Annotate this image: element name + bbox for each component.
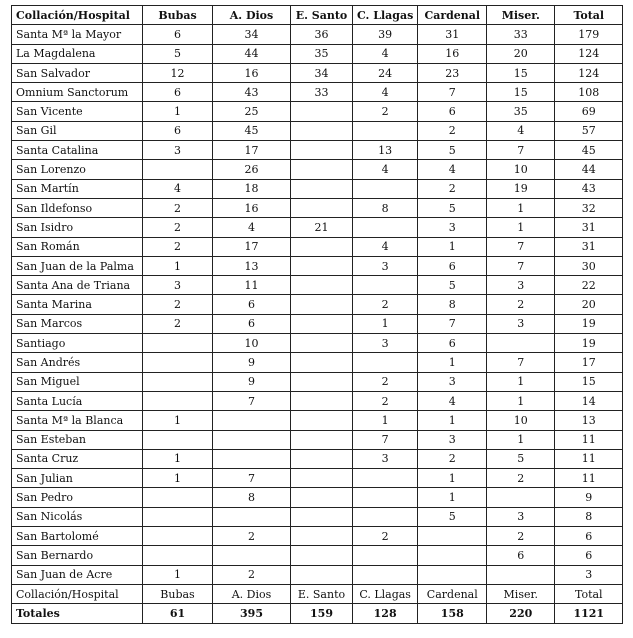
table-row	[12, 507, 623, 526]
cell-total: 179	[555, 25, 623, 44]
cell-bubas	[143, 334, 213, 353]
total-bubas: 61	[143, 604, 213, 623]
cell-e-santo	[291, 391, 353, 410]
cell-miser: 1	[487, 430, 555, 449]
cell-cardenal	[418, 565, 487, 584]
cell-a-dios: 6	[213, 314, 291, 333]
cell-cardenal	[418, 546, 487, 565]
cell-bubas	[143, 353, 213, 372]
cell-total: 108	[555, 83, 623, 102]
cell-c-llagas	[353, 565, 418, 584]
cell-total: 69	[555, 102, 623, 121]
cell-e-santo	[291, 488, 353, 507]
cell-miser: 1	[487, 391, 555, 410]
cell-bubas: 6	[143, 121, 213, 140]
cell-a-dios: 13	[213, 256, 291, 275]
cell-miser: 19	[487, 179, 555, 198]
cell-miser	[487, 488, 555, 507]
cell-bubas: 12	[143, 63, 213, 82]
row-label: San Salvador	[12, 63, 143, 82]
cell-a-dios: 25	[213, 102, 291, 121]
cell-total: 22	[555, 276, 623, 295]
row-label: Santa Mª la Mayor	[12, 25, 143, 44]
column-header-c-llagas: C. Llagas	[353, 6, 418, 25]
cell-a-dios: 7	[213, 469, 291, 488]
cell-cardenal: 6	[418, 256, 487, 275]
cell-miser: 20	[487, 44, 555, 63]
cell-c-llagas	[353, 179, 418, 198]
cell-bubas: 2	[143, 218, 213, 237]
cell-e-santo	[291, 430, 353, 449]
cell-total: 19	[555, 314, 623, 333]
cell-bubas: 2	[143, 198, 213, 217]
cell-miser: 3	[487, 276, 555, 295]
cell-total: 31	[555, 237, 623, 256]
cell-e-santo	[291, 121, 353, 140]
cell-c-llagas: 4	[353, 44, 418, 63]
cell-e-santo	[291, 141, 353, 160]
cell-bubas: 4	[143, 179, 213, 198]
cell-cardenal: 6	[418, 334, 487, 353]
cell-cardenal: 6	[418, 102, 487, 121]
cell-c-llagas: 3	[353, 334, 418, 353]
row-label: San Julian	[12, 469, 143, 488]
cell-e-santo	[291, 102, 353, 121]
cell-a-dios: 4	[213, 218, 291, 237]
cell-c-llagas: 2	[353, 527, 418, 546]
cell-cardenal: 16	[418, 44, 487, 63]
cell-e-santo	[291, 372, 353, 391]
cell-cardenal: 23	[418, 63, 487, 82]
cell-miser: 7	[487, 141, 555, 160]
footer-label-c-llagas: C. Llagas	[353, 584, 418, 603]
total-c-llagas: 128	[353, 604, 418, 623]
cell-c-llagas: 2	[353, 391, 418, 410]
cell-e-santo	[291, 314, 353, 333]
row-label: San Gil	[12, 121, 143, 140]
cell-c-llagas: 39	[353, 25, 418, 44]
cell-a-dios	[213, 449, 291, 468]
cell-e-santo	[291, 507, 353, 526]
cell-miser	[487, 334, 555, 353]
cell-cardenal: 5	[418, 141, 487, 160]
cell-miser: 3	[487, 314, 555, 333]
cell-e-santo: 33	[291, 83, 353, 102]
cell-a-dios: 45	[213, 121, 291, 140]
cell-miser: 10	[487, 160, 555, 179]
table-row	[12, 488, 623, 507]
row-label: San Román	[12, 237, 143, 256]
cell-c-llagas	[353, 276, 418, 295]
cell-a-dios: 16	[213, 63, 291, 82]
cell-c-llagas	[353, 507, 418, 526]
cell-bubas: 1	[143, 469, 213, 488]
row-label: San Bartolomé	[12, 527, 143, 546]
cell-c-llagas: 2	[353, 102, 418, 121]
cell-miser: 33	[487, 25, 555, 44]
cell-bubas	[143, 391, 213, 410]
row-label: Santa Cruz	[12, 449, 143, 468]
totals-row	[12, 604, 623, 623]
cell-e-santo: 34	[291, 63, 353, 82]
cell-e-santo	[291, 527, 353, 546]
column-header-a-dios: A. Dios	[213, 6, 291, 25]
cell-c-llagas: 4	[353, 83, 418, 102]
cell-a-dios: 8	[213, 488, 291, 507]
table-row	[12, 141, 623, 160]
table-row	[12, 63, 623, 82]
cell-cardenal	[418, 527, 487, 546]
cell-total: 8	[555, 507, 623, 526]
cell-miser: 7	[487, 353, 555, 372]
table-row	[12, 430, 623, 449]
cell-total: 15	[555, 372, 623, 391]
cell-bubas: 5	[143, 44, 213, 63]
cell-bubas: 6	[143, 83, 213, 102]
cell-miser: 15	[487, 83, 555, 102]
cell-a-dios: 9	[213, 353, 291, 372]
cell-a-dios: 6	[213, 295, 291, 314]
table-row	[12, 198, 623, 217]
cell-miser: 4	[487, 121, 555, 140]
row-label: Santa Mª la Blanca	[12, 411, 143, 430]
cell-cardenal: 5	[418, 507, 487, 526]
row-label: San Vicente	[12, 102, 143, 121]
footer-label-miser: Miser.	[487, 584, 555, 603]
cell-a-dios: 44	[213, 44, 291, 63]
cell-e-santo	[291, 334, 353, 353]
column-header-total: Total	[555, 6, 623, 25]
row-label: San Juan de Acre	[12, 565, 143, 584]
cell-a-dios: 11	[213, 276, 291, 295]
table-row	[12, 295, 623, 314]
cell-total: 11	[555, 430, 623, 449]
cell-cardenal: 2	[418, 121, 487, 140]
cell-cardenal: 3	[418, 430, 487, 449]
cell-c-llagas: 24	[353, 63, 418, 82]
cell-miser: 35	[487, 102, 555, 121]
cell-miser: 3	[487, 507, 555, 526]
footer-label-bubas: Bubas	[143, 584, 213, 603]
cell-c-llagas	[353, 218, 418, 237]
cell-e-santo	[291, 469, 353, 488]
table-body	[12, 25, 623, 585]
cell-miser: 2	[487, 527, 555, 546]
cell-cardenal: 7	[418, 314, 487, 333]
cell-c-llagas: 3	[353, 256, 418, 275]
table-row	[12, 83, 623, 102]
cell-bubas: 1	[143, 411, 213, 430]
cell-bubas: 2	[143, 314, 213, 333]
total-a-dios: 395	[213, 604, 291, 623]
cell-bubas: 2	[143, 237, 213, 256]
cell-c-llagas: 8	[353, 198, 418, 217]
cell-miser: 1	[487, 198, 555, 217]
row-label: San Esteban	[12, 430, 143, 449]
cell-total: 19	[555, 334, 623, 353]
cell-cardenal: 1	[418, 353, 487, 372]
row-label: Omnium Sanctorum	[12, 83, 143, 102]
cell-total: 45	[555, 141, 623, 160]
cell-a-dios	[213, 546, 291, 565]
cell-c-llagas	[353, 546, 418, 565]
cell-a-dios: 2	[213, 565, 291, 584]
cell-e-santo	[291, 198, 353, 217]
cell-bubas: 6	[143, 25, 213, 44]
cell-a-dios: 43	[213, 83, 291, 102]
cell-total: 124	[555, 44, 623, 63]
row-label: San Martín	[12, 179, 143, 198]
cell-cardenal: 3	[418, 372, 487, 391]
cell-e-santo	[291, 565, 353, 584]
cell-e-santo	[291, 256, 353, 275]
cell-a-dios	[213, 507, 291, 526]
cell-c-llagas: 2	[353, 295, 418, 314]
cell-c-llagas: 4	[353, 160, 418, 179]
cell-total: 11	[555, 449, 623, 468]
cell-miser: 2	[487, 295, 555, 314]
total-total: 1121	[555, 604, 623, 623]
cell-bubas: 1	[143, 449, 213, 468]
cell-bubas	[143, 430, 213, 449]
footer-label-e-santo: E. Santo	[291, 584, 353, 603]
cell-bubas	[143, 546, 213, 565]
row-label: Santa Ana de Triana	[12, 276, 143, 295]
table-row	[12, 276, 623, 295]
cell-e-santo	[291, 449, 353, 468]
header-row	[12, 6, 623, 25]
cell-e-santo: 35	[291, 44, 353, 63]
cell-e-santo	[291, 411, 353, 430]
column-header-cardenal: Cardenal	[418, 6, 487, 25]
cell-a-dios: 17	[213, 141, 291, 160]
cell-e-santo: 36	[291, 25, 353, 44]
cell-cardenal: 5	[418, 276, 487, 295]
cell-miser: 1	[487, 218, 555, 237]
table-row	[12, 102, 623, 121]
cell-c-llagas	[353, 353, 418, 372]
cell-miser: 5	[487, 449, 555, 468]
row-label: La Magdalena	[12, 44, 143, 63]
row-label: San Marcos	[12, 314, 143, 333]
table-row	[12, 353, 623, 372]
table-row	[12, 469, 623, 488]
cell-a-dios: 2	[213, 527, 291, 546]
cell-cardenal: 2	[418, 179, 487, 198]
cell-cardenal: 1	[418, 469, 487, 488]
cell-c-llagas: 2	[353, 372, 418, 391]
cell-a-dios: 34	[213, 25, 291, 44]
table-row	[12, 44, 623, 63]
cell-a-dios: 16	[213, 198, 291, 217]
cell-c-llagas	[353, 121, 418, 140]
cell-c-llagas: 1	[353, 411, 418, 430]
cell-c-llagas: 7	[353, 430, 418, 449]
cell-a-dios	[213, 411, 291, 430]
row-label: San Lorenzo	[12, 160, 143, 179]
total-cardenal: 158	[418, 604, 487, 623]
row-label: San Isidro	[12, 218, 143, 237]
cell-bubas	[143, 527, 213, 546]
cell-miser: 15	[487, 63, 555, 82]
row-label: Santiago	[12, 334, 143, 353]
row-label: Santa Catalina	[12, 141, 143, 160]
cell-cardenal: 1	[418, 237, 487, 256]
cell-e-santo	[291, 276, 353, 295]
cell-e-santo	[291, 179, 353, 198]
cell-total: 30	[555, 256, 623, 275]
table-row	[12, 334, 623, 353]
cell-cardenal: 7	[418, 83, 487, 102]
footer-label-cardenal: Cardenal	[418, 584, 487, 603]
column-header-collacion-hospital: Collación/Hospital	[12, 6, 143, 25]
cell-a-dios: 10	[213, 334, 291, 353]
table-row	[12, 121, 623, 140]
row-label: San Juan de la Palma	[12, 256, 143, 275]
cell-miser: 7	[487, 256, 555, 275]
table-row	[12, 179, 623, 198]
table-row	[12, 527, 623, 546]
cell-miser	[487, 565, 555, 584]
cell-miser: 2	[487, 469, 555, 488]
cell-cardenal: 4	[418, 160, 487, 179]
table-row	[12, 449, 623, 468]
cell-a-dios: 7	[213, 391, 291, 410]
table-row	[12, 25, 623, 44]
cell-e-santo: 21	[291, 218, 353, 237]
cell-c-llagas	[353, 469, 418, 488]
row-label: Santa Lucía	[12, 391, 143, 410]
cell-total: 9	[555, 488, 623, 507]
footer-label-collacion-hospital: Collación/Hospital	[12, 584, 143, 603]
hospital-table	[11, 5, 623, 624]
footer-label-a-dios: A. Dios	[213, 584, 291, 603]
table-row	[12, 160, 623, 179]
cell-bubas: 1	[143, 256, 213, 275]
cell-e-santo	[291, 546, 353, 565]
row-label: San Nicolás	[12, 507, 143, 526]
cell-bubas: 1	[143, 102, 213, 121]
row-label: San Miguel	[12, 372, 143, 391]
row-label: San Bernardo	[12, 546, 143, 565]
cell-cardenal: 31	[418, 25, 487, 44]
table-row	[12, 218, 623, 237]
cell-miser: 10	[487, 411, 555, 430]
cell-cardenal: 8	[418, 295, 487, 314]
table-row	[12, 256, 623, 275]
cell-c-llagas: 3	[353, 449, 418, 468]
cell-e-santo	[291, 160, 353, 179]
cell-c-llagas: 13	[353, 141, 418, 160]
cell-miser: 7	[487, 237, 555, 256]
cell-a-dios: 17	[213, 237, 291, 256]
cell-total: 31	[555, 218, 623, 237]
cell-c-llagas	[353, 488, 418, 507]
column-header-miser: Miser.	[487, 6, 555, 25]
footer-label-total: Total	[555, 584, 623, 603]
cell-miser: 1	[487, 372, 555, 391]
cell-bubas	[143, 488, 213, 507]
cell-bubas: 3	[143, 276, 213, 295]
cell-cardenal: 2	[418, 449, 487, 468]
cell-cardenal: 1	[418, 488, 487, 507]
table-row	[12, 391, 623, 410]
cell-e-santo	[291, 295, 353, 314]
cell-a-dios: 9	[213, 372, 291, 391]
table-row	[12, 411, 623, 430]
table-row	[12, 237, 623, 256]
cell-total: 6	[555, 527, 623, 546]
cell-cardenal: 3	[418, 218, 487, 237]
cell-e-santo	[291, 237, 353, 256]
cell-a-dios: 26	[213, 160, 291, 179]
totals-label: Totales	[12, 604, 143, 623]
cell-total: 13	[555, 411, 623, 430]
cell-cardenal: 5	[418, 198, 487, 217]
row-label: San Ildefonso	[12, 198, 143, 217]
row-label: San Andrés	[12, 353, 143, 372]
cell-total: 32	[555, 198, 623, 217]
cell-total: 44	[555, 160, 623, 179]
data-table-container	[11, 5, 623, 624]
column-header-e-santo: E. Santo	[291, 6, 353, 25]
cell-a-dios	[213, 430, 291, 449]
cell-bubas: 2	[143, 295, 213, 314]
cell-total: 11	[555, 469, 623, 488]
cell-cardenal: 4	[418, 391, 487, 410]
footer-label-row	[12, 584, 623, 603]
cell-cardenal: 1	[418, 411, 487, 430]
cell-total: 17	[555, 353, 623, 372]
cell-total: 20	[555, 295, 623, 314]
total-miser: 220	[487, 604, 555, 623]
table-row	[12, 546, 623, 565]
cell-bubas	[143, 507, 213, 526]
row-label: Santa Marina	[12, 295, 143, 314]
cell-total: 43	[555, 179, 623, 198]
column-header-bubas: Bubas	[143, 6, 213, 25]
cell-total: 6	[555, 546, 623, 565]
cell-miser: 6	[487, 546, 555, 565]
total-e-santo: 159	[291, 604, 353, 623]
row-label: San Pedro	[12, 488, 143, 507]
cell-bubas: 1	[143, 565, 213, 584]
table-row	[12, 314, 623, 333]
cell-c-llagas: 4	[353, 237, 418, 256]
cell-c-llagas: 1	[353, 314, 418, 333]
cell-bubas: 3	[143, 141, 213, 160]
cell-total: 57	[555, 121, 623, 140]
cell-e-santo	[291, 353, 353, 372]
table-row	[12, 565, 623, 584]
cell-a-dios: 18	[213, 179, 291, 198]
cell-bubas	[143, 372, 213, 391]
table-row	[12, 372, 623, 391]
cell-total: 3	[555, 565, 623, 584]
cell-total: 14	[555, 391, 623, 410]
cell-bubas	[143, 160, 213, 179]
cell-total: 124	[555, 63, 623, 82]
